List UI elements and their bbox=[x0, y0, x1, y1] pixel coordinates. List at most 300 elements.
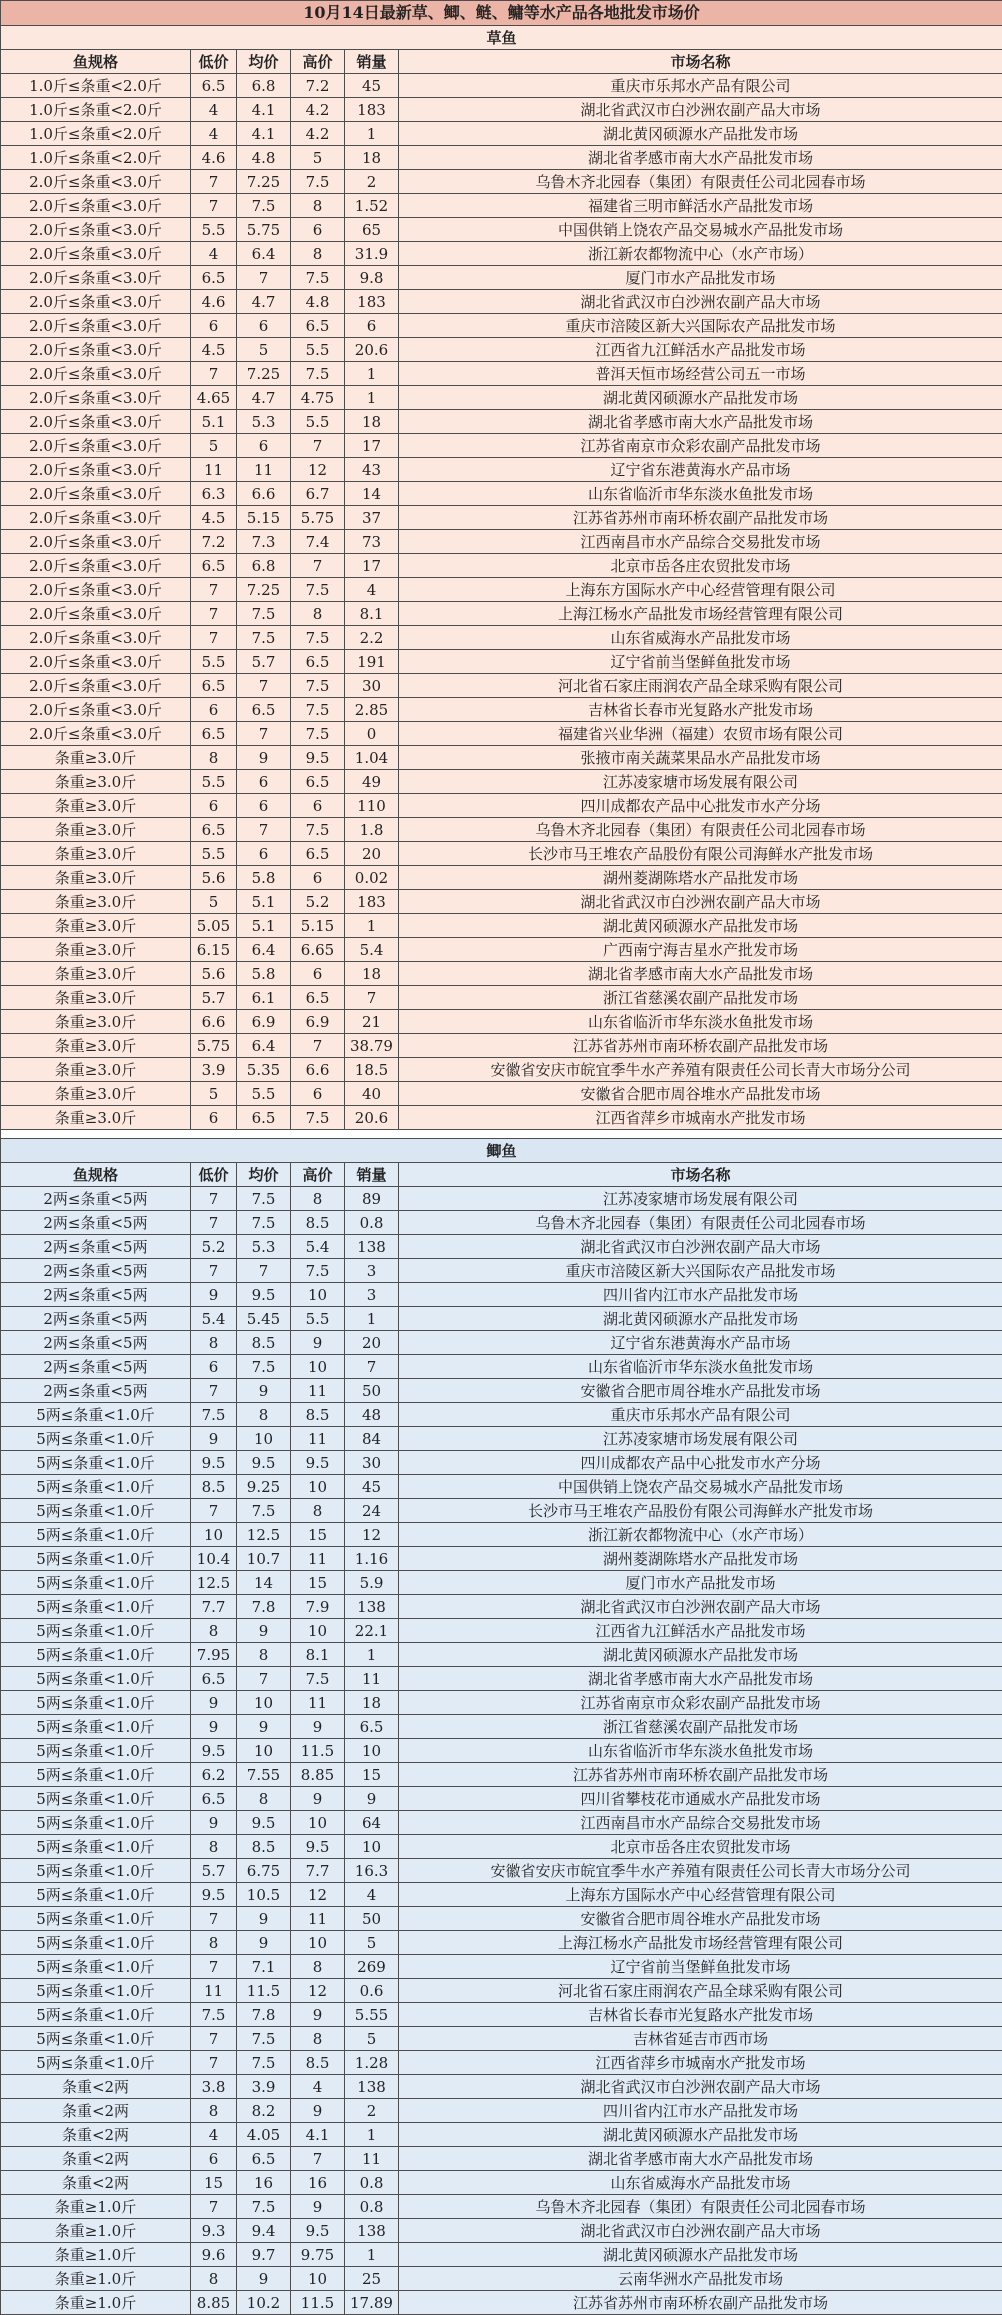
spec-cell: 条重≥3.0斤 bbox=[1, 962, 191, 986]
spec-cell: 2.0斤≤条重<3.0斤 bbox=[1, 530, 191, 554]
low-price-cell: 5.5 bbox=[191, 842, 237, 866]
high-price-cell: 7.5 bbox=[291, 1106, 345, 1130]
volume-cell: 138 bbox=[345, 1235, 399, 1259]
market-cell: 湖北省武汉市白沙洲农副产品大市场 bbox=[399, 2075, 1002, 2099]
market-cell: 江苏省苏州市南环桥农副产品批发市场 bbox=[399, 1763, 1002, 1787]
volume-cell: 89 bbox=[345, 1187, 399, 1211]
spec-cell: 2两≤条重<5两 bbox=[1, 1307, 191, 1331]
spec-cell: 5两≤条重<1.0斤 bbox=[1, 1715, 191, 1739]
volume-cell: 4 bbox=[345, 1883, 399, 1907]
avg-price-cell: 7.5 bbox=[237, 626, 291, 650]
spec-cell: 2两≤条重<5两 bbox=[1, 1283, 191, 1307]
volume-cell: 7 bbox=[345, 1355, 399, 1379]
low-price-cell: 6.15 bbox=[191, 938, 237, 962]
low-price-cell: 5.4 bbox=[191, 1307, 237, 1331]
avg-price-cell: 7.55 bbox=[237, 1763, 291, 1787]
avg-price-cell: 6 bbox=[237, 434, 291, 458]
low-price-cell: 7 bbox=[191, 1187, 237, 1211]
spec-cell: 5两≤条重<1.0斤 bbox=[1, 1499, 191, 1523]
market-cell: 湖北黄冈硕源水产品批发市场 bbox=[399, 122, 1002, 146]
high-price-cell: 7.4 bbox=[291, 530, 345, 554]
avg-price-cell: 4.7 bbox=[237, 290, 291, 314]
spec-cell: 2两≤条重<5两 bbox=[1, 1379, 191, 1403]
table-row bbox=[1, 2075, 1002, 2099]
avg-price-cell: 9.5 bbox=[237, 1451, 291, 1475]
low-price-cell: 4 bbox=[191, 122, 237, 146]
high-price-cell: 5.2 bbox=[291, 890, 345, 914]
avg-price-cell: 7 bbox=[237, 1667, 291, 1691]
high-price-cell: 4.75 bbox=[291, 386, 345, 410]
volume-cell: 14 bbox=[345, 482, 399, 506]
avg-price-cell: 5 bbox=[237, 338, 291, 362]
spec-cell: 2.0斤≤条重<3.0斤 bbox=[1, 386, 191, 410]
low-price-cell: 6.2 bbox=[191, 1763, 237, 1787]
volume-cell: 138 bbox=[345, 2075, 399, 2099]
low-price-cell: 4.5 bbox=[191, 506, 237, 530]
avg-price-cell: 9 bbox=[237, 1619, 291, 1643]
avg-price-cell: 12.5 bbox=[237, 1523, 291, 1547]
volume-cell: 9 bbox=[345, 1787, 399, 1811]
table-row bbox=[1, 2123, 1002, 2147]
avg-price-cell: 10 bbox=[237, 1739, 291, 1763]
high-price-cell: 4.1 bbox=[291, 2123, 345, 2147]
low-price-cell: 6 bbox=[191, 1355, 237, 1379]
market-cell: 四川成都农产品中心批发市水产分场 bbox=[399, 794, 1002, 818]
table-row bbox=[1, 2003, 1002, 2027]
volume-cell: 10 bbox=[345, 1835, 399, 1859]
low-price-cell: 11 bbox=[191, 458, 237, 482]
avg-price-cell: 5.75 bbox=[237, 218, 291, 242]
avg-price-cell: 9.25 bbox=[237, 1475, 291, 1499]
table-row bbox=[1, 1883, 1002, 1907]
low-price-cell: 7.7 bbox=[191, 1595, 237, 1619]
high-price-cell: 5.5 bbox=[291, 1307, 345, 1331]
low-price-cell: 9 bbox=[191, 1811, 237, 1835]
low-price-cell: 6 bbox=[191, 1106, 237, 1130]
avg-price-cell: 5.1 bbox=[237, 890, 291, 914]
high-price-cell: 10 bbox=[291, 2267, 345, 2291]
low-price-cell: 7 bbox=[191, 1379, 237, 1403]
spec-cell: 5两≤条重<1.0斤 bbox=[1, 1451, 191, 1475]
market-cell: 湖北省孝感市南大水产品批发市场 bbox=[399, 962, 1002, 986]
spec-cell: 2两≤条重<5两 bbox=[1, 1235, 191, 1259]
market-cell: 江苏省苏州市南环桥农副产品批发市场 bbox=[399, 1034, 1002, 1058]
volume-cell: 3 bbox=[345, 1283, 399, 1307]
spec-cell: 条重≥3.0斤 bbox=[1, 1082, 191, 1106]
table-row bbox=[1, 386, 1002, 410]
volume-cell: 15 bbox=[345, 1763, 399, 1787]
high-price-cell: 8 bbox=[291, 2027, 345, 2051]
low-price-cell: 7 bbox=[191, 2051, 237, 2075]
high-price-cell: 8 bbox=[291, 1955, 345, 1979]
volume-cell: 183 bbox=[345, 890, 399, 914]
low-price-cell: 9.6 bbox=[191, 2243, 237, 2267]
market-cell: 中国供销上饶农产品交易城水产品批发市场 bbox=[399, 1475, 1002, 1499]
spec-cell: 条重≥3.0斤 bbox=[1, 890, 191, 914]
high-price-cell: 6.7 bbox=[291, 482, 345, 506]
table-row bbox=[1, 1595, 1002, 1619]
spec-cell: 5两≤条重<1.0斤 bbox=[1, 1523, 191, 1547]
spec-cell: 5两≤条重<1.0斤 bbox=[1, 2003, 191, 2027]
low-price-cell: 8 bbox=[191, 1835, 237, 1859]
low-price-cell: 7.95 bbox=[191, 1643, 237, 1667]
table-row bbox=[1, 2243, 1002, 2267]
avg-price-cell: 6.5 bbox=[237, 1106, 291, 1130]
table-row bbox=[1, 1187, 1002, 1211]
volume-cell: 5 bbox=[345, 1931, 399, 1955]
market-cell: 中国供销上饶农产品交易城水产品批发市场 bbox=[399, 218, 1002, 242]
market-cell: 张掖市南关蔬菜果品水产品批发市场 bbox=[399, 746, 1002, 770]
low-price-cell: 9.3 bbox=[191, 2219, 237, 2243]
table-row bbox=[1, 794, 1002, 818]
market-cell: 上海江杨水产品批发市场经营管理有限公司 bbox=[399, 1931, 1002, 1955]
low-price-cell: 7 bbox=[191, 602, 237, 626]
table-row bbox=[1, 98, 1002, 122]
market-cell: 湖北省孝感市南大水产品批发市场 bbox=[399, 146, 1002, 170]
volume-cell: 0.8 bbox=[345, 1211, 399, 1235]
low-price-cell: 8 bbox=[191, 1331, 237, 1355]
avg-price-cell: 7.8 bbox=[237, 1595, 291, 1619]
price-table-body bbox=[1, 1, 1002, 2315]
avg-price-cell: 5.5 bbox=[237, 1082, 291, 1106]
table-row bbox=[1, 1955, 1002, 1979]
table-row bbox=[1, 1106, 1002, 1130]
table-row bbox=[1, 1811, 1002, 1835]
spec-cell: 5两≤条重<1.0斤 bbox=[1, 1763, 191, 1787]
table-row bbox=[1, 314, 1002, 338]
avg-price-cell: 7.5 bbox=[237, 1499, 291, 1523]
table-row bbox=[1, 1211, 1002, 1235]
spec-cell: 2.0斤≤条重<3.0斤 bbox=[1, 506, 191, 530]
high-price-cell: 9.5 bbox=[291, 1835, 345, 1859]
spec-cell: 条重<2两 bbox=[1, 2099, 191, 2123]
avg-price-cell: 8.2 bbox=[237, 2099, 291, 2123]
table-row bbox=[1, 578, 1002, 602]
market-cell: 安徽省合肥市周谷堆水产品批发市场 bbox=[399, 1907, 1002, 1931]
column-header-row bbox=[1, 1163, 1002, 1187]
avg-price-cell: 7.5 bbox=[237, 2027, 291, 2051]
market-cell: 辽宁省东港黄海水产品市场 bbox=[399, 458, 1002, 482]
market-cell: 湖北黄冈硕源水产品批发市场 bbox=[399, 2123, 1002, 2147]
market-cell: 北京市岳各庄农贸批发市场 bbox=[399, 554, 1002, 578]
volume-cell: 138 bbox=[345, 2219, 399, 2243]
spec-cell: 5两≤条重<1.0斤 bbox=[1, 2027, 191, 2051]
high-price-cell: 8 bbox=[291, 194, 345, 218]
low-price-cell: 3.9 bbox=[191, 1058, 237, 1082]
market-cell: 乌鲁木齐北园春（集团）有限责任公司北园春市场 bbox=[399, 170, 1002, 194]
table-row bbox=[1, 818, 1002, 842]
market-cell: 江西省九江鲜活水产品批发市场 bbox=[399, 338, 1002, 362]
volume-cell: 11 bbox=[345, 2147, 399, 2171]
column-header-low-price: 低价 bbox=[191, 1163, 237, 1187]
avg-price-cell: 7.5 bbox=[237, 1187, 291, 1211]
volume-cell: 1.52 bbox=[345, 194, 399, 218]
market-cell: 湖北省孝感市南大水产品批发市场 bbox=[399, 410, 1002, 434]
low-price-cell: 4.65 bbox=[191, 386, 237, 410]
high-price-cell: 4.2 bbox=[291, 98, 345, 122]
market-cell: 江苏凌家塘市场发展有限公司 bbox=[399, 1187, 1002, 1211]
spec-cell: 5两≤条重<1.0斤 bbox=[1, 1571, 191, 1595]
table-row bbox=[1, 746, 1002, 770]
high-price-cell: 6.9 bbox=[291, 1010, 345, 1034]
high-price-cell: 6.5 bbox=[291, 314, 345, 338]
avg-price-cell: 10.7 bbox=[237, 1547, 291, 1571]
spec-cell: 条重≥3.0斤 bbox=[1, 794, 191, 818]
volume-cell: 38.79 bbox=[345, 1034, 399, 1058]
low-price-cell: 4 bbox=[191, 242, 237, 266]
volume-cell: 73 bbox=[345, 530, 399, 554]
volume-cell: 50 bbox=[345, 1379, 399, 1403]
high-price-cell: 16 bbox=[291, 2171, 345, 2195]
volume-cell: 18 bbox=[345, 410, 399, 434]
high-price-cell: 4.2 bbox=[291, 122, 345, 146]
high-price-cell: 6.65 bbox=[291, 938, 345, 962]
spec-cell: 5两≤条重<1.0斤 bbox=[1, 1667, 191, 1691]
spec-cell: 2.0斤≤条重<3.0斤 bbox=[1, 482, 191, 506]
column-header-high-price: 高价 bbox=[291, 50, 345, 74]
table-row bbox=[1, 2195, 1002, 2219]
market-cell: 江苏省南京市众彩农副产品批发市场 bbox=[399, 434, 1002, 458]
spec-cell: 5两≤条重<1.0斤 bbox=[1, 1739, 191, 1763]
market-cell: 辽宁省前当堡鲜鱼批发市场 bbox=[399, 1955, 1002, 1979]
high-price-cell: 6.5 bbox=[291, 842, 345, 866]
spec-cell: 2两≤条重<5两 bbox=[1, 1211, 191, 1235]
market-cell: 四川省内江市水产品批发市场 bbox=[399, 2099, 1002, 2123]
low-price-cell: 9 bbox=[191, 1283, 237, 1307]
market-cell: 福建省三明市鲜活水产品批发市场 bbox=[399, 194, 1002, 218]
volume-cell: 2.2 bbox=[345, 626, 399, 650]
spec-cell: 2.0斤≤条重<3.0斤 bbox=[1, 722, 191, 746]
spec-cell: 2.0斤≤条重<3.0斤 bbox=[1, 362, 191, 386]
avg-price-cell: 5.7 bbox=[237, 650, 291, 674]
avg-price-cell: 6.1 bbox=[237, 986, 291, 1010]
low-price-cell: 7 bbox=[191, 1955, 237, 1979]
spec-cell: 5两≤条重<1.0斤 bbox=[1, 1859, 191, 1883]
market-cell: 湖北省武汉市白沙洲农副产品大市场 bbox=[399, 2219, 1002, 2243]
spec-cell: 条重≥1.0斤 bbox=[1, 2195, 191, 2219]
avg-price-cell: 6.4 bbox=[237, 242, 291, 266]
high-price-cell: 5.75 bbox=[291, 506, 345, 530]
spec-cell: 5两≤条重<1.0斤 bbox=[1, 1643, 191, 1667]
low-price-cell: 4 bbox=[191, 98, 237, 122]
volume-cell: 1.28 bbox=[345, 2051, 399, 2075]
avg-price-cell: 7.5 bbox=[237, 2195, 291, 2219]
volume-cell: 37 bbox=[345, 506, 399, 530]
high-price-cell: 11 bbox=[291, 1547, 345, 1571]
high-price-cell: 12 bbox=[291, 458, 345, 482]
avg-price-cell: 8 bbox=[237, 1787, 291, 1811]
avg-price-cell: 4.1 bbox=[237, 98, 291, 122]
volume-cell: 50 bbox=[345, 1907, 399, 1931]
low-price-cell: 5 bbox=[191, 434, 237, 458]
volume-cell: 45 bbox=[345, 1475, 399, 1499]
volume-cell: 1 bbox=[345, 362, 399, 386]
spec-cell: 2.0斤≤条重<3.0斤 bbox=[1, 674, 191, 698]
high-price-cell: 9 bbox=[291, 2099, 345, 2123]
spec-cell: 2.0斤≤条重<3.0斤 bbox=[1, 650, 191, 674]
spec-cell: 条重<2两 bbox=[1, 2147, 191, 2171]
market-cell: 上海江杨水产品批发市场经营管理有限公司 bbox=[399, 602, 1002, 626]
high-price-cell: 11 bbox=[291, 1907, 345, 1931]
market-cell: 浙江新农都物流中心（水产市场） bbox=[399, 1523, 1002, 1547]
volume-cell: 8.1 bbox=[345, 602, 399, 626]
volume-cell: 5.4 bbox=[345, 938, 399, 962]
market-cell: 湖北省武汉市白沙洲农副产品大市场 bbox=[399, 890, 1002, 914]
market-cell: 北京市岳各庄农贸批发市场 bbox=[399, 1835, 1002, 1859]
column-header-high-price: 高价 bbox=[291, 1163, 345, 1187]
table-row bbox=[1, 698, 1002, 722]
low-price-cell: 7 bbox=[191, 2195, 237, 2219]
high-price-cell: 11 bbox=[291, 1691, 345, 1715]
low-price-cell: 5.6 bbox=[191, 962, 237, 986]
table-row bbox=[1, 2267, 1002, 2291]
market-cell: 吉林省长春市光复路水产批发市场 bbox=[399, 698, 1002, 722]
table-row bbox=[1, 1931, 1002, 1955]
market-cell: 上海东方国际水产中心经营管理有限公司 bbox=[399, 578, 1002, 602]
spec-cell: 条重≥1.0斤 bbox=[1, 2219, 191, 2243]
market-cell: 辽宁省前当堡鲜鱼批发市场 bbox=[399, 650, 1002, 674]
table-row bbox=[1, 1667, 1002, 1691]
spec-cell: 条重<2两 bbox=[1, 2075, 191, 2099]
low-price-cell: 5 bbox=[191, 890, 237, 914]
market-cell: 浙江省慈溪农副产品批发市场 bbox=[399, 1715, 1002, 1739]
low-price-cell: 4.5 bbox=[191, 338, 237, 362]
market-cell: 山东省临沂市华东淡水鱼批发市场 bbox=[399, 1355, 1002, 1379]
volume-cell: 24 bbox=[345, 1499, 399, 1523]
table-row bbox=[1, 1283, 1002, 1307]
high-price-cell: 5 bbox=[291, 146, 345, 170]
table-row bbox=[1, 2147, 1002, 2171]
market-cell: 云南华洲水产品批发市场 bbox=[399, 2267, 1002, 2291]
volume-cell: 9.8 bbox=[345, 266, 399, 290]
table-row bbox=[1, 242, 1002, 266]
high-price-cell: 7.7 bbox=[291, 1859, 345, 1883]
column-header-volume: 销量 bbox=[345, 1163, 399, 1187]
volume-cell: 65 bbox=[345, 218, 399, 242]
high-price-cell: 5.5 bbox=[291, 338, 345, 362]
low-price-cell: 8 bbox=[191, 746, 237, 770]
table-row bbox=[1, 362, 1002, 386]
avg-price-cell: 5.45 bbox=[237, 1307, 291, 1331]
avg-price-cell: 4.1 bbox=[237, 122, 291, 146]
low-price-cell: 11 bbox=[191, 1979, 237, 2003]
high-price-cell: 5.4 bbox=[291, 1235, 345, 1259]
volume-cell: 269 bbox=[345, 1955, 399, 1979]
market-cell: 湖北省武汉市白沙洲农副产品大市场 bbox=[399, 1595, 1002, 1619]
spec-cell: 2.0斤≤条重<3.0斤 bbox=[1, 266, 191, 290]
volume-cell: 18.5 bbox=[345, 1058, 399, 1082]
spec-cell: 条重≥1.0斤 bbox=[1, 2267, 191, 2291]
spec-cell: 条重≥1.0斤 bbox=[1, 2291, 191, 2315]
avg-price-cell: 7 bbox=[237, 722, 291, 746]
market-cell: 江苏省苏州市南环桥农副产品批发市场 bbox=[399, 506, 1002, 530]
high-price-cell: 6 bbox=[291, 962, 345, 986]
table-row bbox=[1, 1763, 1002, 1787]
avg-price-cell: 8 bbox=[237, 1403, 291, 1427]
high-price-cell: 6.6 bbox=[291, 1058, 345, 1082]
section-heading-row bbox=[1, 1139, 1002, 1163]
market-cell: 湖州菱湖陈塔水产品批发市场 bbox=[399, 866, 1002, 890]
table-row bbox=[1, 146, 1002, 170]
volume-cell: 1 bbox=[345, 2243, 399, 2267]
high-price-cell: 9.75 bbox=[291, 2243, 345, 2267]
table-row bbox=[1, 1058, 1002, 1082]
table-row bbox=[1, 1379, 1002, 1403]
volume-cell: 12 bbox=[345, 1523, 399, 1547]
low-price-cell: 5.5 bbox=[191, 218, 237, 242]
table-row bbox=[1, 1619, 1002, 1643]
market-cell: 江西省萍乡市城南水产批发市场 bbox=[399, 2051, 1002, 2075]
spec-cell: 条重≥3.0斤 bbox=[1, 1106, 191, 1130]
spec-cell: 1.0斤≤条重<2.0斤 bbox=[1, 146, 191, 170]
avg-price-cell: 7 bbox=[237, 818, 291, 842]
low-price-cell: 8.5 bbox=[191, 1475, 237, 1499]
volume-cell: 25 bbox=[345, 2267, 399, 2291]
spec-cell: 2两≤条重<5两 bbox=[1, 1355, 191, 1379]
avg-price-cell: 11.5 bbox=[237, 1979, 291, 2003]
volume-cell: 0.8 bbox=[345, 2171, 399, 2195]
table-row bbox=[1, 1427, 1002, 1451]
table-row bbox=[1, 1691, 1002, 1715]
spec-cell: 2两≤条重<5两 bbox=[1, 1187, 191, 1211]
table-row bbox=[1, 722, 1002, 746]
table-row bbox=[1, 266, 1002, 290]
spec-cell: 2.0斤≤条重<3.0斤 bbox=[1, 338, 191, 362]
low-price-cell: 7 bbox=[191, 1907, 237, 1931]
high-price-cell: 9 bbox=[291, 1331, 345, 1355]
avg-price-cell: 9.5 bbox=[237, 1811, 291, 1835]
column-header-spec: 鱼规格 bbox=[1, 50, 191, 74]
avg-price-cell: 7.3 bbox=[237, 530, 291, 554]
low-price-cell: 8 bbox=[191, 1619, 237, 1643]
table-row bbox=[1, 674, 1002, 698]
market-cell: 河北省石家庄雨润农产品全球采购有限公司 bbox=[399, 674, 1002, 698]
high-price-cell: 7 bbox=[291, 434, 345, 458]
volume-cell: 20 bbox=[345, 842, 399, 866]
low-price-cell: 9.5 bbox=[191, 1739, 237, 1763]
spec-cell: 条重≥3.0斤 bbox=[1, 938, 191, 962]
market-cell: 厦门市水产品批发市场 bbox=[399, 1571, 1002, 1595]
spec-cell: 条重≥3.0斤 bbox=[1, 1010, 191, 1034]
avg-price-cell: 4.7 bbox=[237, 386, 291, 410]
low-price-cell: 7.5 bbox=[191, 2003, 237, 2027]
high-price-cell: 12 bbox=[291, 1979, 345, 2003]
market-cell: 湖北黄冈硕源水产品批发市场 bbox=[399, 386, 1002, 410]
high-price-cell: 9.5 bbox=[291, 2219, 345, 2243]
high-price-cell: 9 bbox=[291, 2195, 345, 2219]
spec-cell: 1.0斤≤条重<2.0斤 bbox=[1, 122, 191, 146]
market-cell: 湖州菱湖陈塔水产品批发市场 bbox=[399, 1547, 1002, 1571]
high-price-cell: 6.5 bbox=[291, 650, 345, 674]
volume-cell: 138 bbox=[345, 1595, 399, 1619]
high-price-cell: 8.1 bbox=[291, 1643, 345, 1667]
market-cell: 湖北黄冈硕源水产品批发市场 bbox=[399, 2243, 1002, 2267]
spec-cell: 5两≤条重<1.0斤 bbox=[1, 1811, 191, 1835]
low-price-cell: 9 bbox=[191, 1427, 237, 1451]
volume-cell: 45 bbox=[345, 74, 399, 98]
spec-cell: 条重<2两 bbox=[1, 2123, 191, 2147]
market-cell: 普洱天恒市场经营公司五一市场 bbox=[399, 362, 1002, 386]
avg-price-cell: 7.25 bbox=[237, 578, 291, 602]
market-cell: 浙江省慈溪农副产品批发市场 bbox=[399, 986, 1002, 1010]
high-price-cell: 7 bbox=[291, 1034, 345, 1058]
high-price-cell: 7.5 bbox=[291, 362, 345, 386]
spec-cell: 条重≥3.0斤 bbox=[1, 986, 191, 1010]
low-price-cell: 10.4 bbox=[191, 1547, 237, 1571]
volume-cell: 0 bbox=[345, 722, 399, 746]
table-row bbox=[1, 1235, 1002, 1259]
table-row bbox=[1, 434, 1002, 458]
